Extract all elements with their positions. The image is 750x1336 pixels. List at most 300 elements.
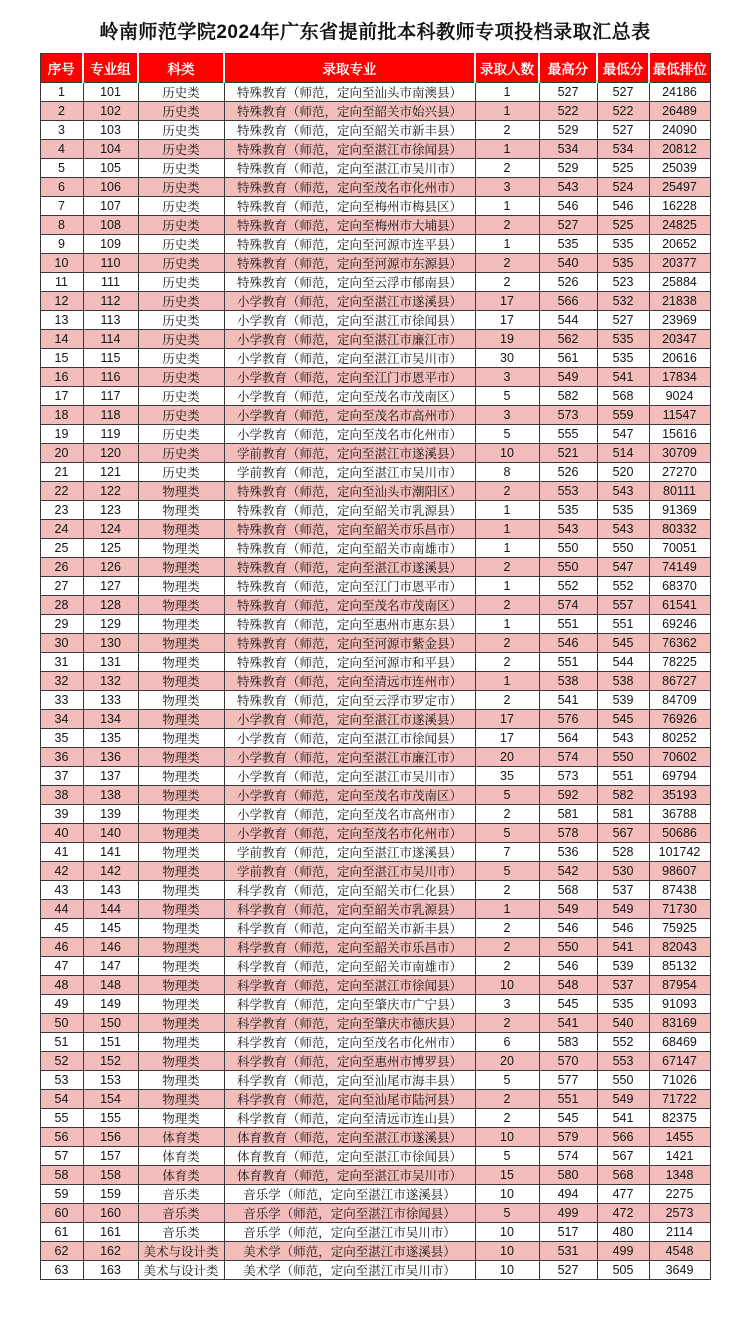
cell-subject-category: 物理类	[138, 501, 224, 520]
cell-min-score: 535	[597, 330, 649, 349]
cell-min-score: 559	[597, 406, 649, 425]
cell-index: 23	[40, 501, 83, 520]
cell-admitted-count: 30	[475, 349, 539, 368]
cell-major-group: 143	[83, 881, 138, 900]
cell-major-group: 146	[83, 938, 138, 957]
cell-max-score: 555	[539, 425, 597, 444]
cell-subject-category: 物理类	[138, 596, 224, 615]
cell-min-rank: 2573	[649, 1204, 710, 1223]
cell-subject-category: 物理类	[138, 482, 224, 501]
cell-min-rank: 11547	[649, 406, 710, 425]
table-row	[40, 938, 710, 957]
table-row	[40, 482, 710, 501]
cell-subject-category: 历史类	[138, 178, 224, 197]
cell-min-score: 543	[597, 482, 649, 501]
cell-major-group: 163	[83, 1261, 138, 1280]
cell-subject-category: 物理类	[138, 653, 224, 672]
cell-admitted-major: 科学教育（师范，定向至韶关市乳源县）	[224, 900, 475, 919]
cell-max-score: 542	[539, 862, 597, 881]
cell-min-rank: 1348	[649, 1166, 710, 1185]
cell-major-group: 131	[83, 653, 138, 672]
cell-max-score: 574	[539, 748, 597, 767]
table-row	[40, 634, 710, 653]
table-row	[40, 577, 710, 596]
cell-index: 27	[40, 577, 83, 596]
cell-min-score: 550	[597, 539, 649, 558]
cell-admitted-count: 2	[475, 1090, 539, 1109]
cell-max-score: 550	[539, 558, 597, 577]
table-row	[40, 1166, 710, 1185]
cell-admitted-count: 19	[475, 330, 539, 349]
table-row	[40, 1185, 710, 1204]
cell-min-rank: 1455	[649, 1128, 710, 1147]
column-header: 序号	[40, 54, 83, 83]
cell-index: 16	[40, 368, 83, 387]
cell-admitted-major: 美术学（师范，定向至湛江市遂溪县）	[224, 1242, 475, 1261]
cell-major-group: 121	[83, 463, 138, 482]
table-row	[40, 501, 710, 520]
cell-admitted-count: 20	[475, 748, 539, 767]
cell-admitted-major: 音乐学（师范，定向至湛江市遂溪县）	[224, 1185, 475, 1204]
cell-admitted-major: 学前教育（师范，定向至湛江市吴川市）	[224, 862, 475, 881]
cell-admitted-count: 3	[475, 178, 539, 197]
cell-subject-category: 历史类	[138, 216, 224, 235]
cell-major-group: 155	[83, 1109, 138, 1128]
table-row	[40, 824, 710, 843]
cell-admitted-count: 5	[475, 824, 539, 843]
cell-subject-category: 物理类	[138, 919, 224, 938]
table-row	[40, 843, 710, 862]
cell-admitted-major: 特殊教育（师范，定向至湛江市吴川市）	[224, 159, 475, 178]
cell-subject-category: 历史类	[138, 349, 224, 368]
cell-max-score: 574	[539, 1147, 597, 1166]
cell-admitted-major: 科学教育（师范，定向至清远市连山县）	[224, 1109, 475, 1128]
cell-major-group: 127	[83, 577, 138, 596]
cell-subject-category: 历史类	[138, 254, 224, 273]
cell-max-score: 535	[539, 235, 597, 254]
cell-max-score: 543	[539, 520, 597, 539]
cell-min-rank: 76362	[649, 634, 710, 653]
table-row	[40, 1090, 710, 1109]
cell-major-group: 105	[83, 159, 138, 178]
table-header-row	[40, 54, 710, 83]
cell-major-group: 109	[83, 235, 138, 254]
cell-admitted-count: 17	[475, 729, 539, 748]
cell-index: 36	[40, 748, 83, 767]
cell-min-score: 499	[597, 1242, 649, 1261]
cell-admitted-count: 1	[475, 235, 539, 254]
cell-index: 63	[40, 1261, 83, 1280]
cell-major-group: 139	[83, 805, 138, 824]
cell-major-group: 159	[83, 1185, 138, 1204]
table-row	[40, 957, 710, 976]
cell-subject-category: 历史类	[138, 292, 224, 311]
table-row	[40, 900, 710, 919]
cell-major-group: 124	[83, 520, 138, 539]
cell-max-score: 543	[539, 178, 597, 197]
column-header: 录取人数	[475, 54, 539, 83]
table-row	[40, 976, 710, 995]
cell-admitted-count: 17	[475, 292, 539, 311]
cell-max-score: 521	[539, 444, 597, 463]
table-row	[40, 387, 710, 406]
cell-admitted-count: 2	[475, 957, 539, 976]
cell-index: 35	[40, 729, 83, 748]
cell-min-score: 551	[597, 767, 649, 786]
cell-major-group: 134	[83, 710, 138, 729]
cell-admitted-major: 小学教育（师范，定向至茂名市茂南区）	[224, 786, 475, 805]
cell-index: 54	[40, 1090, 83, 1109]
cell-index: 6	[40, 178, 83, 197]
table-row	[40, 539, 710, 558]
cell-min-rank: 71730	[649, 900, 710, 919]
cell-max-score: 499	[539, 1204, 597, 1223]
cell-min-rank: 68469	[649, 1033, 710, 1052]
table-row	[40, 691, 710, 710]
cell-index: 24	[40, 520, 83, 539]
cell-major-group: 122	[83, 482, 138, 501]
cell-subject-category: 历史类	[138, 121, 224, 140]
cell-admitted-count: 17	[475, 311, 539, 330]
cell-min-rank: 21838	[649, 292, 710, 311]
cell-min-score: 567	[597, 1147, 649, 1166]
table-row	[40, 1033, 710, 1052]
cell-admitted-major: 特殊教育（师范，定向至梅州市梅县区）	[224, 197, 475, 216]
cell-min-rank: 25039	[649, 159, 710, 178]
cell-major-group: 101	[83, 83, 138, 102]
cell-index: 28	[40, 596, 83, 615]
cell-min-rank: 26489	[649, 102, 710, 121]
cell-min-rank: 68370	[649, 577, 710, 596]
cell-max-score: 576	[539, 710, 597, 729]
cell-min-score: 545	[597, 634, 649, 653]
cell-major-group: 126	[83, 558, 138, 577]
cell-major-group: 138	[83, 786, 138, 805]
cell-admitted-count: 7	[475, 843, 539, 862]
cell-major-group: 125	[83, 539, 138, 558]
cell-index: 31	[40, 653, 83, 672]
cell-subject-category: 物理类	[138, 748, 224, 767]
cell-min-rank: 80252	[649, 729, 710, 748]
cell-max-score: 529	[539, 121, 597, 140]
column-header: 最高分	[539, 54, 597, 83]
table-row	[40, 197, 710, 216]
cell-admitted-major: 特殊教育（师范，定向至汕头市南澳县）	[224, 83, 475, 102]
cell-major-group: 111	[83, 273, 138, 292]
cell-min-rank: 24825	[649, 216, 710, 235]
table-row	[40, 710, 710, 729]
cell-admitted-major: 特殊教育（师范，定向至茂名市化州市）	[224, 178, 475, 197]
cell-index: 49	[40, 995, 83, 1014]
cell-min-score: 544	[597, 653, 649, 672]
cell-admitted-major: 特殊教育（师范，定向至河源市和平县）	[224, 653, 475, 672]
table-row	[40, 1014, 710, 1033]
cell-index: 18	[40, 406, 83, 425]
cell-min-score: 552	[597, 577, 649, 596]
table-row	[40, 1071, 710, 1090]
cell-admitted-major: 科学教育（师范，定向至肇庆市广宁县）	[224, 995, 475, 1014]
cell-major-group: 154	[83, 1090, 138, 1109]
cell-max-score: 546	[539, 919, 597, 938]
cell-max-score: 564	[539, 729, 597, 748]
cell-major-group: 117	[83, 387, 138, 406]
cell-subject-category: 物理类	[138, 1052, 224, 1071]
cell-index: 47	[40, 957, 83, 976]
cell-admitted-major: 特殊教育（师范，定向至云浮市罗定市）	[224, 691, 475, 710]
cell-admitted-major: 特殊教育（师范，定向至惠州市惠东县）	[224, 615, 475, 634]
table-row	[40, 216, 710, 235]
cell-index: 22	[40, 482, 83, 501]
cell-min-score: 547	[597, 558, 649, 577]
cell-min-score: 523	[597, 273, 649, 292]
cell-subject-category: 物理类	[138, 1014, 224, 1033]
cell-min-rank: 1421	[649, 1147, 710, 1166]
cell-max-score: 544	[539, 311, 597, 330]
table-row	[40, 995, 710, 1014]
cell-min-score: 582	[597, 786, 649, 805]
cell-admitted-count: 3	[475, 995, 539, 1014]
cell-admitted-major: 科学教育（师范，定向至韶关市新丰县）	[224, 919, 475, 938]
cell-admitted-count: 2	[475, 596, 539, 615]
cell-subject-category: 历史类	[138, 463, 224, 482]
cell-min-score: 557	[597, 596, 649, 615]
cell-subject-category: 物理类	[138, 1109, 224, 1128]
cell-subject-category: 物理类	[138, 824, 224, 843]
cell-index: 39	[40, 805, 83, 824]
cell-major-group: 145	[83, 919, 138, 938]
cell-min-rank: 80332	[649, 520, 710, 539]
cell-admitted-major: 科学教育（师范，定向至茂名市化州市）	[224, 1033, 475, 1052]
cell-admitted-major: 小学教育（师范，定向至茂名市化州市）	[224, 425, 475, 444]
cell-min-rank: 25884	[649, 273, 710, 292]
cell-min-rank: 36788	[649, 805, 710, 824]
cell-max-score: 577	[539, 1071, 597, 1090]
cell-min-score: 566	[597, 1128, 649, 1147]
cell-min-rank: 87954	[649, 976, 710, 995]
cell-min-rank: 27270	[649, 463, 710, 482]
table-row	[40, 767, 710, 786]
cell-min-rank: 16228	[649, 197, 710, 216]
cell-major-group: 162	[83, 1242, 138, 1261]
cell-admitted-major: 体育教育（师范，定向至湛江市遂溪县）	[224, 1128, 475, 1147]
table-row	[40, 1261, 710, 1280]
cell-index: 37	[40, 767, 83, 786]
cell-min-score: 505	[597, 1261, 649, 1280]
cell-admitted-major: 学前教育（师范，定向至湛江市遂溪县）	[224, 843, 475, 862]
cell-max-score: 578	[539, 824, 597, 843]
cell-major-group: 142	[83, 862, 138, 881]
cell-min-score: 541	[597, 368, 649, 387]
cell-max-score: 551	[539, 615, 597, 634]
cell-admitted-major: 科学教育（师范，定向至韶关市仁化县）	[224, 881, 475, 900]
cell-subject-category: 物理类	[138, 995, 224, 1014]
cell-admitted-count: 5	[475, 425, 539, 444]
cell-max-score: 548	[539, 976, 597, 995]
cell-admitted-count: 2	[475, 482, 539, 501]
cell-min-score: 527	[597, 311, 649, 330]
table-row	[40, 1052, 710, 1071]
cell-admitted-major: 学前教育（师范，定向至湛江市遂溪县）	[224, 444, 475, 463]
cell-index: 62	[40, 1242, 83, 1261]
cell-index: 60	[40, 1204, 83, 1223]
cell-min-score: 549	[597, 1090, 649, 1109]
cell-max-score: 527	[539, 1261, 597, 1280]
cell-max-score: 546	[539, 957, 597, 976]
cell-admitted-major: 小学教育（师范，定向至湛江市廉江市）	[224, 748, 475, 767]
cell-subject-category: 历史类	[138, 368, 224, 387]
cell-admitted-major: 体育教育（师范，定向至湛江市吴川市）	[224, 1166, 475, 1185]
cell-min-rank: 20652	[649, 235, 710, 254]
cell-admitted-major: 特殊教育（师范，定向至梅州市大埔县）	[224, 216, 475, 235]
cell-min-rank: 69794	[649, 767, 710, 786]
cell-min-score: 553	[597, 1052, 649, 1071]
cell-admitted-count: 2	[475, 691, 539, 710]
cell-major-group: 152	[83, 1052, 138, 1071]
cell-major-group: 133	[83, 691, 138, 710]
cell-max-score: 529	[539, 159, 597, 178]
cell-min-score: 535	[597, 995, 649, 1014]
cell-index: 50	[40, 1014, 83, 1033]
cell-index: 25	[40, 539, 83, 558]
cell-min-score: 480	[597, 1223, 649, 1242]
cell-admitted-count: 2	[475, 254, 539, 273]
table-row	[40, 596, 710, 615]
table-row	[40, 862, 710, 881]
cell-admitted-major: 特殊教育（师范，定向至河源市东源县）	[224, 254, 475, 273]
cell-admitted-count: 2	[475, 805, 539, 824]
table-row	[40, 368, 710, 387]
cell-major-group: 161	[83, 1223, 138, 1242]
cell-admitted-major: 科学教育（师范，定向至肇庆市德庆县）	[224, 1014, 475, 1033]
cell-max-score: 582	[539, 387, 597, 406]
cell-admitted-major: 特殊教育（师范，定向至湛江市徐闻县）	[224, 140, 475, 159]
cell-admitted-count: 2	[475, 1014, 539, 1033]
cell-major-group: 158	[83, 1166, 138, 1185]
cell-major-group: 110	[83, 254, 138, 273]
table-row	[40, 748, 710, 767]
cell-major-group: 148	[83, 976, 138, 995]
cell-index: 13	[40, 311, 83, 330]
cell-min-rank: 82375	[649, 1109, 710, 1128]
cell-subject-category: 物理类	[138, 729, 224, 748]
cell-max-score: 535	[539, 501, 597, 520]
cell-index: 5	[40, 159, 83, 178]
cell-min-score: 477	[597, 1185, 649, 1204]
cell-admitted-count: 8	[475, 463, 539, 482]
cell-admitted-count: 10	[475, 1242, 539, 1261]
cell-min-rank: 82043	[649, 938, 710, 957]
cell-admitted-count: 10	[475, 444, 539, 463]
cell-subject-category: 物理类	[138, 672, 224, 691]
cell-major-group: 140	[83, 824, 138, 843]
cell-major-group: 147	[83, 957, 138, 976]
cell-min-rank: 91369	[649, 501, 710, 520]
cell-major-group: 108	[83, 216, 138, 235]
page-title: 岭南师范学院2024年广东省提前批本科教师专项投档录取汇总表	[99, 22, 651, 43]
cell-max-score: 545	[539, 995, 597, 1014]
cell-admitted-major: 美术学（师范，定向至湛江市吴川市）	[224, 1261, 475, 1280]
cell-max-score: 592	[539, 786, 597, 805]
table-row	[40, 786, 710, 805]
cell-admitted-major: 小学教育（师范，定向至茂名市高州市）	[224, 406, 475, 425]
column-header: 最低分	[597, 54, 649, 83]
cell-admitted-major: 特殊教育（师范，定向至河源市紫金县）	[224, 634, 475, 653]
cell-admitted-count: 1	[475, 672, 539, 691]
cell-index: 56	[40, 1128, 83, 1147]
column-header: 科类	[138, 54, 224, 83]
cell-subject-category: 体育类	[138, 1128, 224, 1147]
cell-min-rank: 80111	[649, 482, 710, 501]
cell-max-score: 538	[539, 672, 597, 691]
cell-major-group: 103	[83, 121, 138, 140]
cell-admitted-count: 2	[475, 273, 539, 292]
cell-subject-category: 物理类	[138, 558, 224, 577]
cell-index: 59	[40, 1185, 83, 1204]
table-row	[40, 406, 710, 425]
cell-index: 3	[40, 121, 83, 140]
cell-max-score: 541	[539, 691, 597, 710]
cell-min-rank: 2114	[649, 1223, 710, 1242]
cell-index: 42	[40, 862, 83, 881]
cell-major-group: 137	[83, 767, 138, 786]
cell-min-rank: 67147	[649, 1052, 710, 1071]
cell-min-score: 567	[597, 824, 649, 843]
cell-admitted-major: 特殊教育（师范，定向至韶关市始兴县）	[224, 102, 475, 121]
cell-index: 7	[40, 197, 83, 216]
cell-min-rank: 76926	[649, 710, 710, 729]
cell-min-score: 541	[597, 1109, 649, 1128]
cell-max-score: 573	[539, 406, 597, 425]
cell-min-score: 550	[597, 748, 649, 767]
cell-min-rank: 85132	[649, 957, 710, 976]
cell-major-group: 130	[83, 634, 138, 653]
cell-subject-category: 体育类	[138, 1166, 224, 1185]
cell-min-rank: 20812	[649, 140, 710, 159]
cell-index: 57	[40, 1147, 83, 1166]
cell-index: 33	[40, 691, 83, 710]
cell-major-group: 112	[83, 292, 138, 311]
column-header: 专业组	[83, 54, 138, 83]
cell-major-group: 160	[83, 1204, 138, 1223]
cell-admitted-count: 1	[475, 501, 539, 520]
cell-admitted-count: 5	[475, 387, 539, 406]
cell-min-rank: 84709	[649, 691, 710, 710]
cell-min-rank: 74149	[649, 558, 710, 577]
cell-major-group: 106	[83, 178, 138, 197]
cell-admitted-count: 10	[475, 1185, 539, 1204]
cell-max-score: 527	[539, 216, 597, 235]
cell-admitted-count: 3	[475, 406, 539, 425]
cell-index: 34	[40, 710, 83, 729]
cell-subject-category: 物理类	[138, 1033, 224, 1052]
cell-admitted-count: 35	[475, 767, 539, 786]
cell-min-rank: 4548	[649, 1242, 710, 1261]
cell-max-score: 579	[539, 1128, 597, 1147]
cell-max-score: 570	[539, 1052, 597, 1071]
cell-index: 2	[40, 102, 83, 121]
cell-min-score: 568	[597, 387, 649, 406]
cell-max-score: 527	[539, 83, 597, 102]
cell-min-rank: 87438	[649, 881, 710, 900]
table-row	[40, 178, 710, 197]
table-row	[40, 558, 710, 577]
cell-admitted-count: 3	[475, 368, 539, 387]
cell-admitted-count: 20	[475, 1052, 539, 1071]
cell-admitted-major: 特殊教育（师范，定向至江门市恩平市）	[224, 577, 475, 596]
cell-admitted-count: 2	[475, 919, 539, 938]
cell-index: 40	[40, 824, 83, 843]
cell-admitted-major: 小学教育（师范，定向至湛江市廉江市）	[224, 330, 475, 349]
